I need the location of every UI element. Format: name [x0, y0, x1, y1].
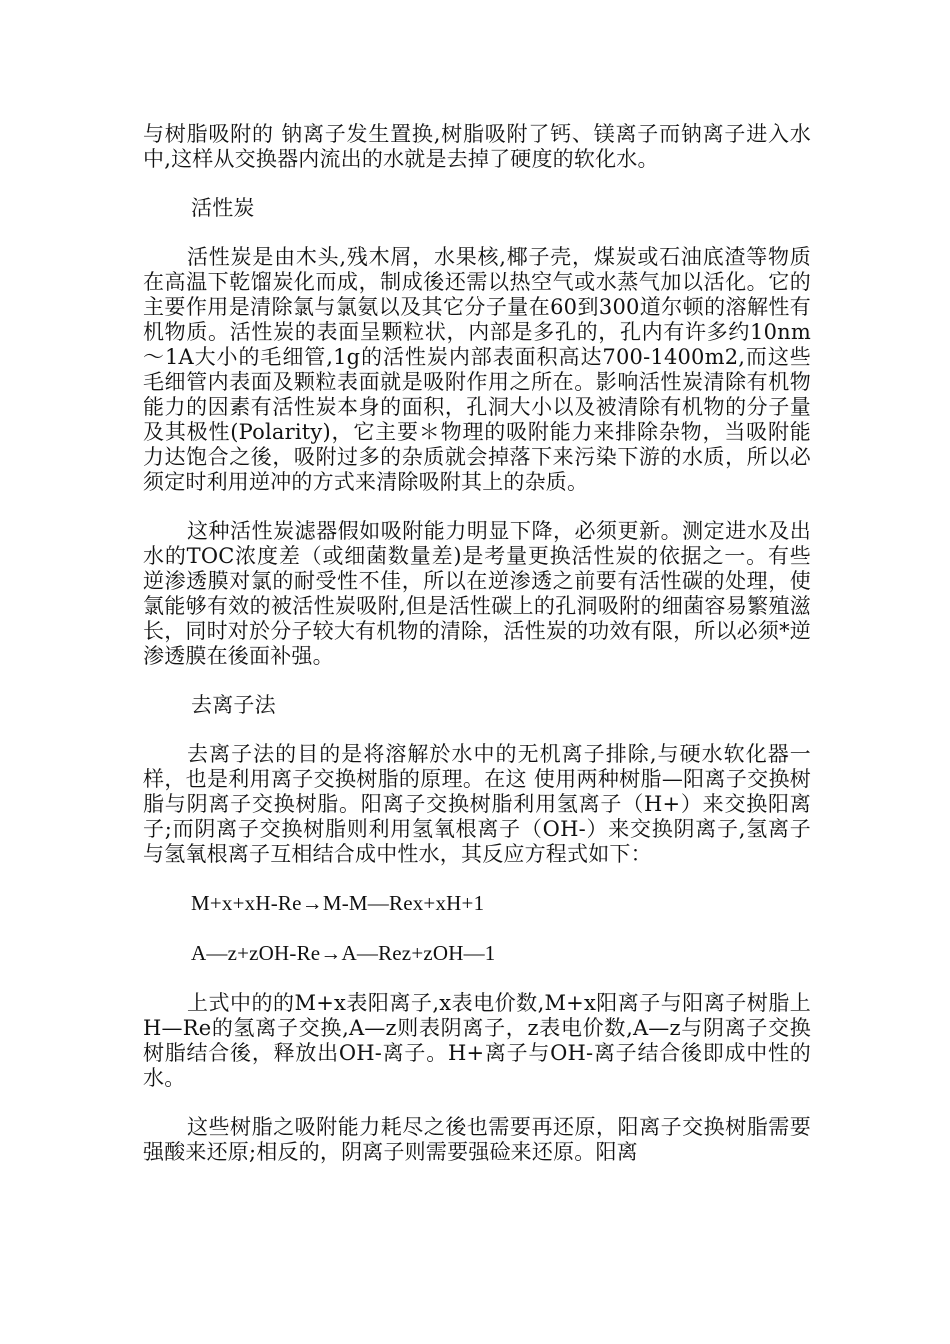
deionization-paragraph-2: 上式中的的M+x表阳离子,x表电价数,M+x阳离子与阳离子树脂上H—Re的氢离子交换,A—z则表阴离子，z表电价数,A—z与阴离子交换树脂结合後，释放出OH-离子。H+离子与OH-离子结合後即成中性的水。: [143, 991, 811, 1090]
deionization-paragraph-3: 这些树脂之吸附能力耗尽之後也需要再还原，阳离子交换树脂需要强酸来还原;相反的，阴离子则需要强硷来还原。阳离: [143, 1115, 811, 1164]
activated-carbon-paragraph-1: 活性炭是由木头,残木屑，水果核,椰子壳，煤炭或石油底渣等物质在高温下乾馏炭化而成，制成後还需以热空气或水蒸气加以活化。它的主要作用是清除氯与氯氨以及其它分子量在60到300道尔顿的溶解性有机物质。活性炭的表面呈颗粒状，内部是多孔的，孔内有许多约10nm～1A大小的毛细管,1g的活性炭内部表面积高达700-1400m2,而这些毛细管内表面及颗粒表面就是吸附作用之所在。影响活性炭清除有机物能力的因素有活性炭本身的面积，孔洞大小以及被清除有机物的分子量及其极性(Polarity)，它主要＊物理的吸附能力来排除杂物，当吸附能力达饱合之後，吸附过多的杂质就会掉落下来污染下游的水质，所以必须定时利用逆冲的方式来清除吸附其上的杂质。: [143, 245, 811, 494]
cation-exchange-equation: M+x+xH-Re→M-M—Rex+xH+1: [191, 891, 485, 915]
intro-paragraph: 与树脂吸附的 钠离子发生置换,树脂吸附了钙、镁离子而钠离子进入水中,这样从交换器内流出的水就是去掉了硬度的软化水。: [143, 122, 811, 171]
document-page: [143, 122, 811, 1189]
anion-exchange-equation: A—z+zOH-Re→A—Rez+zOH—1: [191, 941, 496, 965]
section-heading-activated-carbon: 活性炭: [191, 196, 255, 220]
deionization-paragraph-1: 去离子法的目的是将溶解於水中的无机离子排除,与硬水软化器一样，也是利用离子交换树脂的原理。在这 使用两种树脂—阳离子交换树脂与阴离子交换树脂。阳离子交换树脂利用氢离子（H+）来交换阳离子;而阴离子交换树脂则利用氢氧根离子（OH-）来交换阴离子,氢离子与氢氧根离子互相结合成中性水，其反应方程式如下：: [143, 742, 811, 866]
activated-carbon-paragraph-2: 这种活性炭滤器假如吸附能力明显下降，必须更新。测定进水及出水的TOC浓度差（或细菌数量差)是考量更换活性炭的依据之一。有些逆渗透膜对氯的耐受性不佳，所以在逆渗透之前要有活性碳的处理，使氯能够有效的被活性炭吸附,但是活性碳上的孔洞吸附的细菌容易繁殖滋长，同时对於分子较大有机物的清除，活性炭的功效有限，所以必须*逆渗透膜在後面补强。: [143, 519, 811, 668]
section-heading-deionization: 去离子法: [191, 693, 276, 717]
